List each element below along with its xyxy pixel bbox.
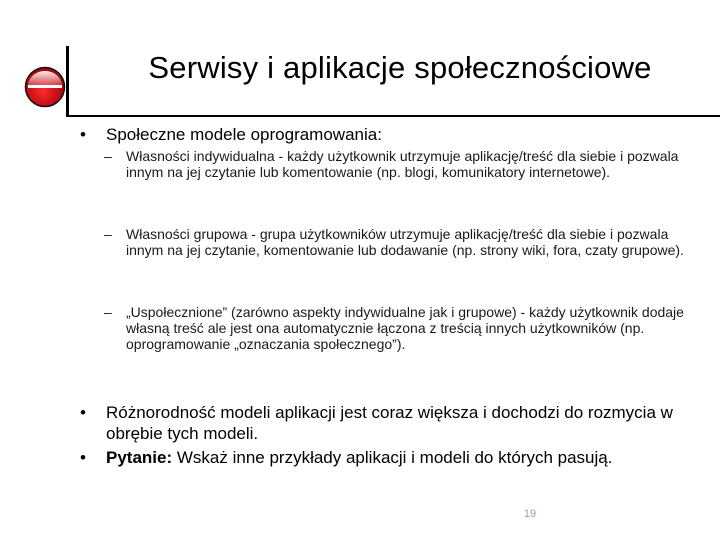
vertical-rule <box>66 46 69 116</box>
dash-marker: – <box>104 148 112 164</box>
question-label: Pytanie: <box>106 448 173 467</box>
dash-marker: – <box>104 304 112 320</box>
question-text: Wskaż inne przykłady aplikacji i modeli do których pasują. <box>172 448 613 467</box>
horizontal-rule <box>66 115 720 117</box>
slide-title: Serwisy i aplikacje społecznościowe <box>148 50 652 85</box>
bullet-text: Różnorodność modeli aplikacji jest coraz większa i dochodzi do rozmycia w obrębie tych modeli. <box>106 403 673 443</box>
page-number: 19 <box>523 508 537 520</box>
sub-item-text: Własności indywidualna - każdy użytkownik utrzymuje aplikację/treść dla siebie i pozwala innym na jej czytanie lub komentowanie (np. blogi, komunikatory internetowe). <box>126 148 679 180</box>
sub-item-text: Własności grupowa - grupa użytkowników utrzymuje aplikację/treść dla siebie i pozwala innym na jej czytanie, komentowanie lub dodawanie (np. strony wiki, fora, czaty grupowe). <box>126 226 684 258</box>
bullet-marker: • <box>80 403 86 422</box>
bullet-marker: • <box>80 125 86 144</box>
logo-circle-icon <box>24 66 66 108</box>
bullet-text: Społeczne modele oprogramowania: <box>106 125 382 144</box>
dash-marker: – <box>104 226 112 242</box>
bullet-text <box>106 447 706 468</box>
bullet-marker: • <box>80 448 86 467</box>
sub-item-text: „Uspołecznione” (zarówno aspekty indywidualne jak i grupowe) - każdy użytkownik dodaje własną treść ale jest ona automatycznie łączona z treścią innych użytkowników (np. oprogramowanie „oznaczania społecznego”). <box>126 304 684 352</box>
